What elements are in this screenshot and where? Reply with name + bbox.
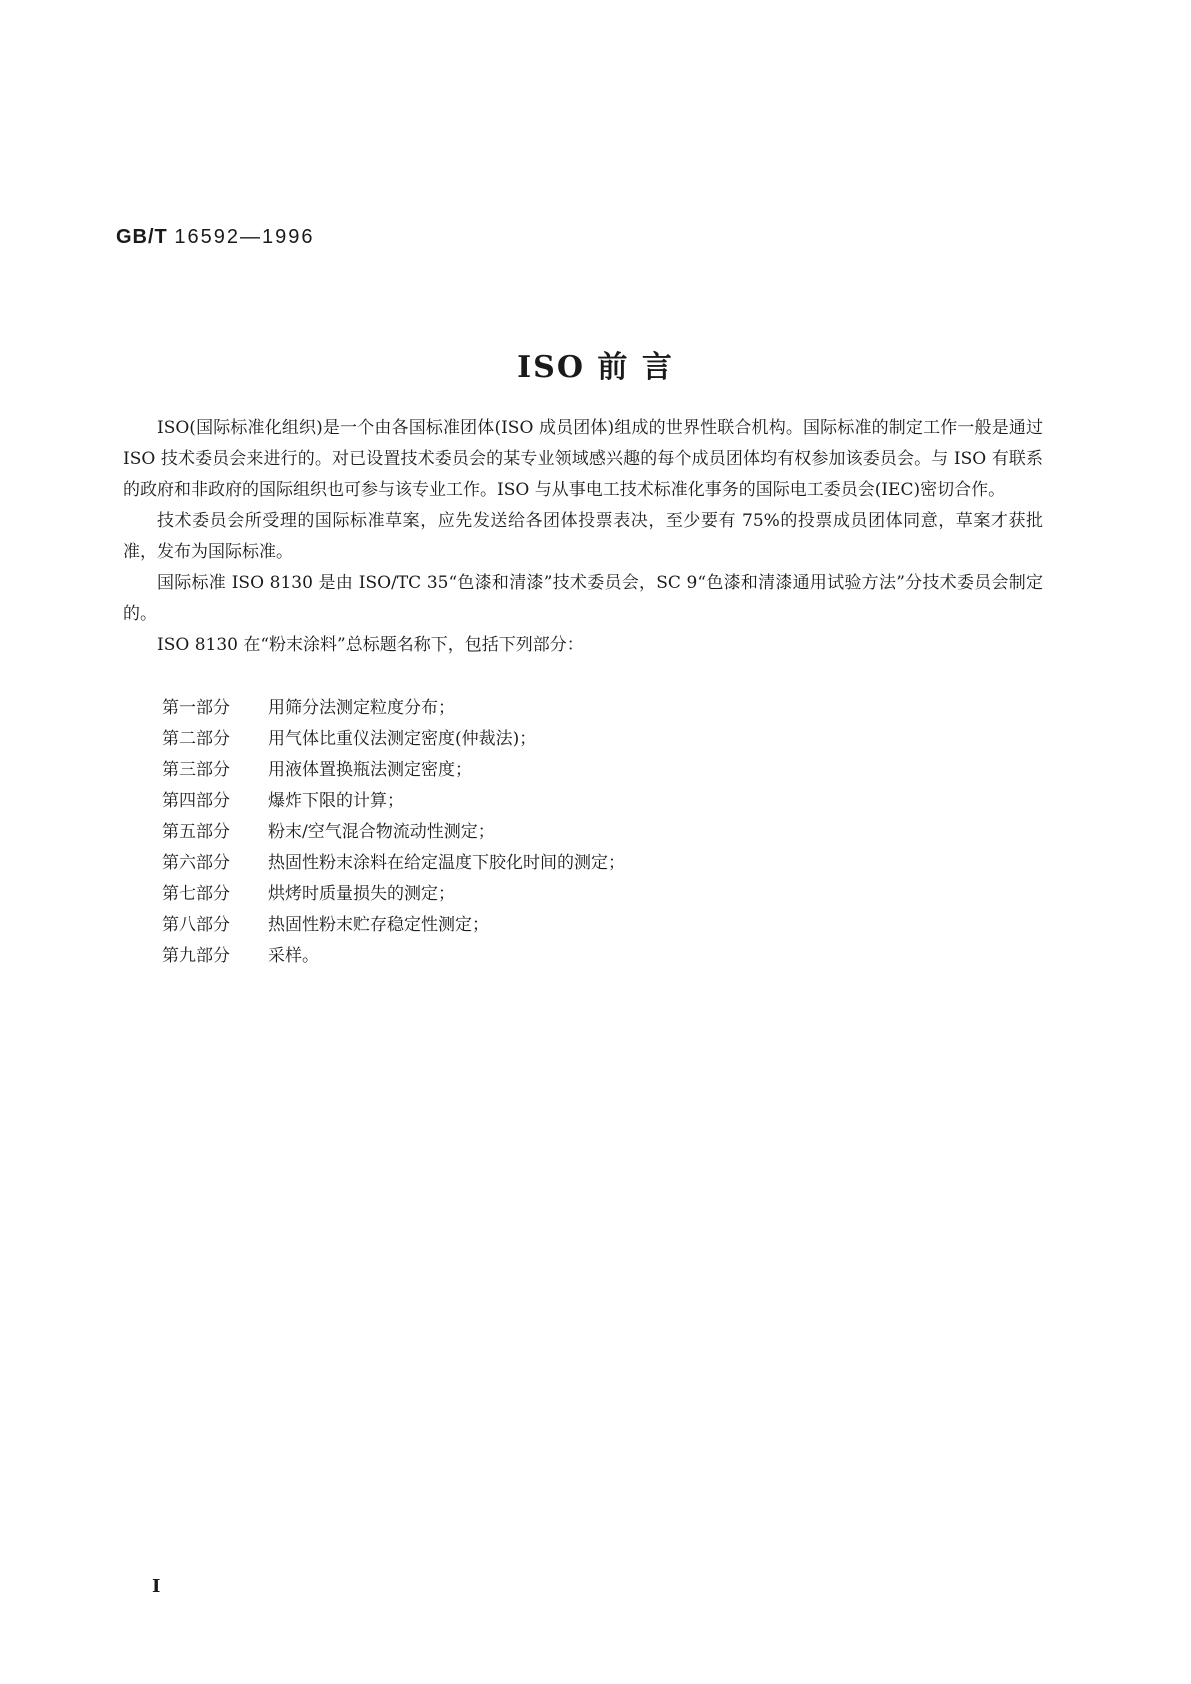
part-title: 烘烤时质量损失的测定； xyxy=(268,884,455,904)
part-title: 用筛分法测定粒度分布； xyxy=(268,698,455,718)
paragraph-iso-intro: ISO(国际标准化组织)是一个由各国标准团体(ISO 成员团体)组成的世界性联合机构。国际标准的制定工作一般是通过 ISO 技术委员会来进行的。对已设置技术委员会的某专业领域感兴趣的每个成员团体均有权参加该委员会。与 ISO 有联系的政府和非政府的国际组织也可参与该专业工作。ISO 与从事电工技术标准化事务的国际电工委员会(IEC)密切合作。 xyxy=(123,418,1043,500)
paragraph-voting: 技术委员会所受理的国际标准草案，应先发送给各团体投票表决，至少要有 75%的投票成员团体同意，草案才获批准，发布为国际标准。 xyxy=(123,511,1043,562)
list-item xyxy=(162,879,625,910)
page-title: ISO 前 言 xyxy=(517,350,674,385)
list-item xyxy=(162,724,625,755)
parts-list xyxy=(162,693,625,972)
part-number: 第七部分 xyxy=(162,884,230,904)
part-number: 第九部分 xyxy=(162,946,230,966)
list-item xyxy=(162,693,625,724)
part-title: 热固性粉末贮存稳定性测定； xyxy=(268,915,489,935)
foreword-body xyxy=(123,413,1043,661)
list-item xyxy=(162,910,625,941)
part-title: 粉末/空气混合物流动性测定； xyxy=(268,822,495,842)
part-number: 第六部分 xyxy=(162,853,230,873)
part-title: 热固性粉末涂料在给定温度下胶化时间的测定； xyxy=(268,853,625,873)
paragraph-parts-intro: ISO 8130 在“粉末涂料”总标题名称下，包括下列部分： xyxy=(157,635,584,655)
part-number: 第四部分 xyxy=(162,791,230,811)
list-item xyxy=(162,755,625,786)
part-number: 第五部分 xyxy=(162,822,230,842)
page-number: I xyxy=(152,1576,161,1597)
standard-number: 16592—1996 xyxy=(174,226,315,248)
part-title: 用液体置换瓶法测定密度； xyxy=(268,760,472,780)
part-number: 第二部分 xyxy=(162,729,230,749)
standard-prefix: GB/T xyxy=(116,226,168,248)
list-item xyxy=(162,848,625,879)
paragraph-committee: 国际标准 ISO 8130 是由 ISO/TC 35“色漆和清漆”技术委员会，SC 9“色漆和清漆通用试验方法”分技术委员会制定的。 xyxy=(123,573,1043,624)
part-title: 采样。 xyxy=(268,946,319,966)
part-number: 第三部分 xyxy=(162,760,230,780)
list-item xyxy=(162,786,625,817)
standard-code xyxy=(116,226,314,249)
part-number: 第一部分 xyxy=(162,698,230,718)
list-item xyxy=(162,941,625,972)
part-title: 用气体比重仪法测定密度(仲裁法)； xyxy=(268,729,537,749)
list-item xyxy=(162,817,625,848)
part-title: 爆炸下限的计算； xyxy=(268,791,404,811)
part-number: 第八部分 xyxy=(162,915,230,935)
